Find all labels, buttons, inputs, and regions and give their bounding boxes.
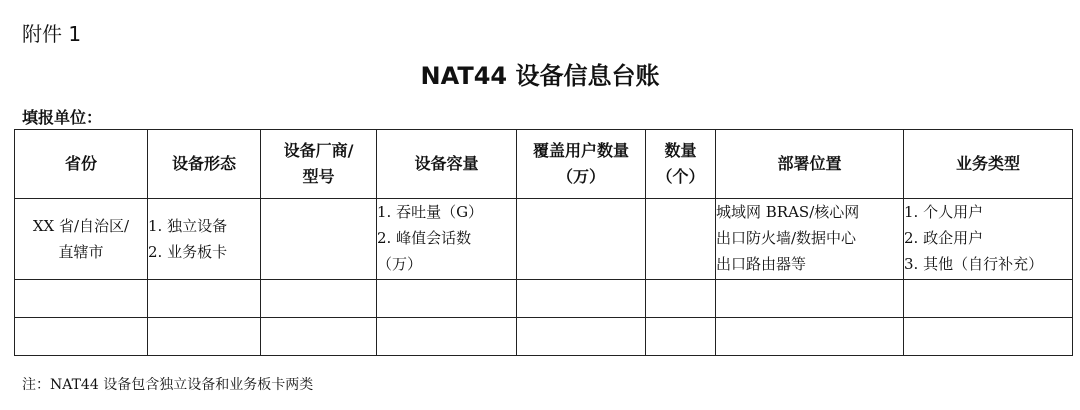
header-line: 设备容量 (414, 154, 479, 173)
cell-line: 1. 个人用户 (904, 203, 984, 221)
footnote: 注：NAT44 设备包含独立设备和业务板卡两类 (22, 377, 314, 393)
blank-cell[interactable] (517, 280, 646, 318)
fill-unit-label: 填报单位： (22, 108, 103, 127)
header-line: 覆盖用户数量 (532, 141, 629, 160)
blank-cell[interactable] (904, 318, 1073, 356)
header-vendor-model (261, 130, 377, 199)
cell-province (15, 199, 148, 280)
blank-cell[interactable] (646, 280, 716, 318)
cell-line: 出口路由器等 (716, 255, 807, 273)
cell-line: 3. 其他（自行补充） (904, 255, 1044, 273)
blank-cell[interactable] (148, 280, 261, 318)
header-line: 部署位置 (777, 154, 842, 173)
header-line: 设备厂商/ (283, 141, 354, 160)
header-line: 数量 (664, 141, 697, 160)
header-province (15, 130, 148, 199)
cell-vendor-model (261, 199, 377, 280)
header-business-type (904, 130, 1073, 199)
header-line: 设备形态 (171, 154, 236, 173)
blank-cell[interactable] (517, 318, 646, 356)
cell-device-form (148, 199, 261, 280)
cell-line: 出口防火墙/数据中心 (716, 229, 857, 247)
table-row-example (15, 199, 1073, 280)
header-line: 型号 (302, 167, 335, 186)
blank-cell[interactable] (261, 280, 377, 318)
cell-line: 直辖市 (58, 243, 104, 261)
cell-line: XX 省/自治区/ (32, 217, 130, 235)
cell-line: 2. 业务板卡 (148, 243, 228, 261)
header-line: 省份 (64, 154, 97, 173)
cell-capacity (377, 199, 517, 280)
table-row-blank (15, 318, 1073, 356)
cell-line: （万） (377, 255, 423, 273)
blank-cell[interactable] (261, 318, 377, 356)
cell-deployment (716, 199, 904, 280)
cell-count (646, 199, 716, 280)
device-ledger-table (14, 129, 1073, 356)
document-title: NAT44 设备信息台账 (420, 62, 660, 90)
cell-line: 2. 峰值会话数 (377, 229, 472, 247)
cell-line: 1. 吞吐量（G） (377, 203, 484, 221)
blank-cell[interactable] (377, 280, 517, 318)
blank-cell[interactable] (377, 318, 517, 356)
blank-cell[interactable] (148, 318, 261, 356)
table-row-blank (15, 280, 1073, 318)
blank-cell[interactable] (716, 280, 904, 318)
header-count (646, 130, 716, 199)
header-line: （万） (556, 167, 605, 186)
blank-cell[interactable] (904, 280, 1073, 318)
table-header-row (15, 130, 1073, 199)
attachment-label: 附件 1 (22, 22, 82, 46)
header-line: 业务类型 (955, 154, 1020, 173)
cell-line: 1. 独立设备 (148, 217, 228, 235)
header-line: （个） (656, 167, 705, 186)
blank-cell[interactable] (646, 318, 716, 356)
blank-cell[interactable] (15, 280, 148, 318)
header-covered-users (517, 130, 646, 199)
cell-business-type (904, 199, 1073, 280)
header-device-form (148, 130, 261, 199)
header-capacity (377, 130, 517, 199)
cell-line: 2. 政企用户 (904, 229, 984, 247)
blank-cell[interactable] (716, 318, 904, 356)
cell-line: 城域网 BRAS/核心网 (716, 203, 860, 221)
header-deployment (716, 130, 904, 199)
cell-covered-users (517, 199, 646, 280)
blank-cell[interactable] (15, 318, 148, 356)
